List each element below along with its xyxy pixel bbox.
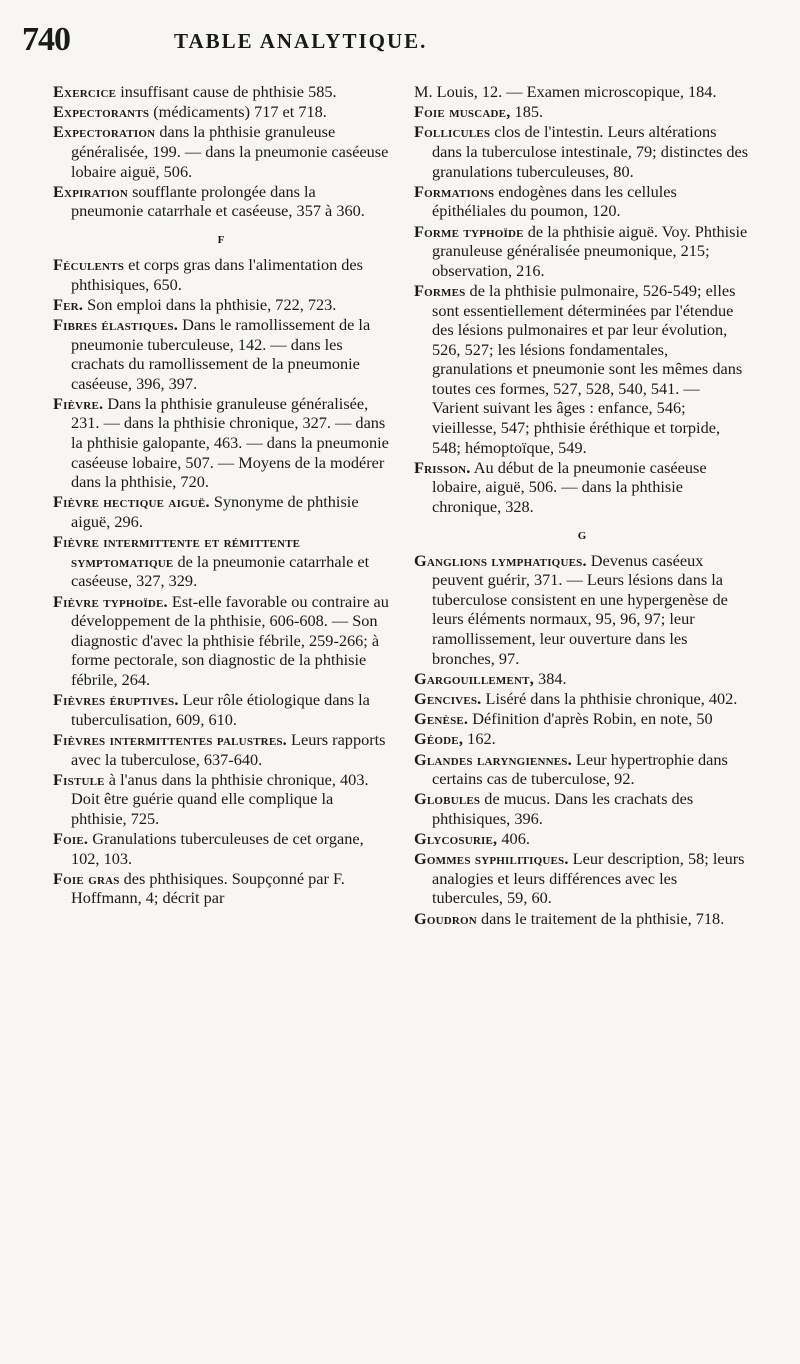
entry-headword: Fièvres éruptives.	[53, 690, 179, 710]
index-entry	[53, 532, 389, 591]
entry-text: des phthisiques. Soupçonné par F. Hoffmann, 4; décrit par	[71, 868, 345, 908]
page-number: 740	[22, 21, 70, 58]
entry-headword: Fièvre.	[53, 393, 104, 413]
entry-text: et corps gras dans l'alimentation des phthisiques, 650.	[71, 254, 363, 294]
index-entry	[53, 829, 389, 868]
entry-text: 162.	[463, 729, 496, 749]
entry-text: Leur description, 58; leurs analogies et leurs différences avec les tubercules, 59, 60.	[432, 849, 745, 908]
entry-text: Dans le ramollissement de la pneumonie tuberculeuse, 142. — dans les crachats du ramollissement de la pneumonie caséeuse, 396, 397.	[71, 314, 371, 393]
index-entry	[414, 709, 750, 729]
entry-headword: Gommes syphilitiques.	[414, 849, 569, 869]
running-title: TABLE ANALYTIQUE.	[174, 29, 428, 53]
left-column	[53, 82, 389, 909]
section-letter-f: F	[217, 233, 225, 246]
index-entry	[53, 295, 389, 315]
entry-text: dans la phthisie granuleuse généralisée, 199. — dans la pneumonie caséeuse lobaire aiguë, 506.	[71, 122, 389, 181]
entry-headword: Genèse.	[414, 709, 469, 729]
entry-text: insuffisant cause de phthisie 585.	[116, 82, 337, 101]
entry-text: Est-elle favorable ou contraire au développement de la phthisie, 606-608. — Son diagnostic d'avec la phthisie fébrile, 259-266; à forme pectorale, son diagnostic de la phthisie fébrile, 264.	[71, 591, 389, 689]
index-entry	[53, 82, 389, 102]
entry-headword: Foie gras	[53, 868, 120, 888]
entry-headword: Gargouillement,	[414, 668, 534, 688]
index-entry	[53, 730, 389, 769]
entry-headword: Goudron	[414, 908, 477, 928]
entry-text: Dans la phthisie granuleuse généralisée, 231. — dans la phthisie chronique, 327. — dans la phthisie galopante, 463. — dans la pneumonie caséeuse lobaire, 507. — Moyens de la modérer dans la phthisie, 720.	[71, 393, 389, 492]
index-entry	[414, 222, 750, 281]
index-entry	[414, 102, 750, 122]
entry-headword: Forme typhoïde	[414, 221, 524, 241]
index-entry	[414, 458, 750, 517]
index-entry	[53, 394, 389, 492]
entry-headword: Fièvre hectique aiguë.	[53, 492, 210, 512]
index-entry	[414, 82, 750, 102]
entry-headword: Fibres élastiques.	[53, 314, 179, 334]
entry-text: 185.	[510, 102, 544, 122]
entry-headword: Globules	[414, 789, 481, 809]
entry-headword: Expectoration	[53, 122, 156, 142]
page-header	[22, 20, 782, 60]
entry-text: Leurs rapports avec la tuberculose, 637-640.	[71, 729, 386, 769]
entry-text: 406.	[497, 829, 530, 849]
entry-text: Son emploi dans la phthisie, 722, 723.	[83, 294, 337, 314]
entry-text: endogènes dans les cellules épithéliales du poumon, 120.	[432, 181, 677, 221]
section-letter-g: G	[577, 529, 587, 542]
entry-headword: Fer.	[53, 294, 84, 314]
index-entry	[53, 122, 389, 181]
index-entry	[414, 551, 750, 669]
entry-text: dans le traitement de la phthisie, 718.	[476, 908, 725, 928]
entry-text: 384.	[533, 668, 567, 688]
index-entry	[414, 909, 750, 929]
entry-text: Granulations tuberculeuses de cet organe, 102, 103.	[71, 829, 364, 868]
entry-headword: Expectorants	[53, 102, 150, 122]
index-entry	[53, 182, 389, 221]
index-entry	[53, 770, 389, 829]
entry-headword: Exercice	[53, 82, 117, 101]
entry-headword: Foie.	[53, 829, 89, 849]
entry-text: clos de l'intestin. Leurs altérations dans la tuberculose intestinale, 79; distinctes des granulations tuberculeuses, 80.	[432, 122, 749, 181]
entry-headword: Frisson.	[414, 457, 471, 477]
entry-text: de la phthisie pulmonaire, 526-549; elles sont essentiellement déterminées par l'étendue des lésions pulmonaires et par leur évolution, 526, 527; les lésions fondamentales, granulations et pneumonie sont les mêmes dans toutes ces formes, 527, 528, 540, 541. — Varient suivant les âges : enfance, 546; vieillesse, 547; phthisie éréthique et torpide, 548; hémoptoïque, 549.	[432, 280, 743, 457]
index-entry	[414, 281, 750, 457]
entry-headword: Fistule	[53, 769, 105, 789]
index-entry	[414, 829, 750, 849]
entry-text: Leur hypertrophie dans certains cas de tuberculose, 92.	[432, 749, 728, 789]
entry-headword: Formations	[414, 181, 495, 201]
entry-text: Devenus caséeux peuvent guérir, 371. — Leurs lésions dans la tuberculose consistent en une hypergenèse de leurs éléments normaux, 95, 96, 97; leur ramollissement, leur ouverture dans les bronches, 97.	[432, 550, 728, 668]
entry-text: Leur rôle étiologique dans la tuberculisation, 609, 610.	[71, 690, 370, 729]
entry-text: à l'anus dans la phthisie chronique, 403. Doit être guérie quand elle complique la phthisie, 725.	[71, 769, 369, 828]
index-entry	[414, 849, 750, 908]
entry-headword: Ganglions lymphatiques.	[414, 550, 587, 570]
entry-headword: Gencives.	[414, 688, 482, 708]
entry-text: de la pneumonie catarrhale et caséeuse, 327, 329.	[71, 551, 370, 591]
right-column	[414, 82, 750, 929]
index-entry	[414, 669, 750, 689]
index-entry	[53, 690, 389, 729]
index-entry	[414, 689, 750, 709]
entry-text: Définition d'après Robin, en note, 50	[468, 709, 713, 729]
entry-headword: Foie muscade,	[414, 102, 511, 122]
entry-headword: Géode,	[414, 729, 464, 749]
entry-headword: Fièvre intermittente et rémittente symptomatique	[53, 532, 301, 571]
entry-text: Au début de la pneumonie caséeuse lobaire, aiguë, 506. — dans la phthisie chronique, 328.	[432, 457, 707, 517]
index-entry	[414, 729, 750, 749]
entry-text: (médicaments) 717 et 718.	[149, 102, 327, 122]
entry-text: de la phthisie aiguë. Voy. Phthisie granuleuse généralisée pneumonique, 215; observation, 216.	[432, 221, 748, 280]
entry-text: M. Louis, 12. — Examen microscopique, 184.	[414, 82, 717, 101]
entry-text: Synonyme de phthisie aiguë, 296.	[71, 492, 359, 532]
entry-headword: Féculents	[53, 254, 125, 274]
entry-headword: Fièvre typhoïde.	[53, 591, 168, 611]
index-entry	[53, 492, 389, 531]
index-entry	[53, 102, 389, 122]
entry-headword: Glandes laryngiennes.	[414, 749, 572, 769]
entry-headword: Follicules	[414, 122, 491, 142]
index-entry	[414, 182, 750, 221]
index-entry	[53, 592, 389, 690]
index-entry	[414, 750, 750, 789]
entry-headword: Fièvres intermittentes palustres.	[53, 729, 287, 749]
index-entry	[53, 315, 389, 393]
index-entry	[414, 789, 750, 828]
index-entry	[53, 255, 389, 294]
index-entry	[53, 869, 389, 908]
entry-text: de mucus. Dans les crachats des phthisiques, 396.	[432, 789, 694, 828]
index-entry	[414, 122, 750, 181]
entry-headword: Expiration	[53, 181, 128, 201]
entry-headword: Glycosurie,	[414, 829, 498, 849]
entry-headword: Formes	[414, 280, 466, 300]
entry-text: soufflante prolongée dans la pneumonie catarrhale et caséeuse, 357 à 360.	[71, 181, 365, 221]
entry-text: Liséré dans la phthisie chronique, 402.	[481, 688, 738, 708]
